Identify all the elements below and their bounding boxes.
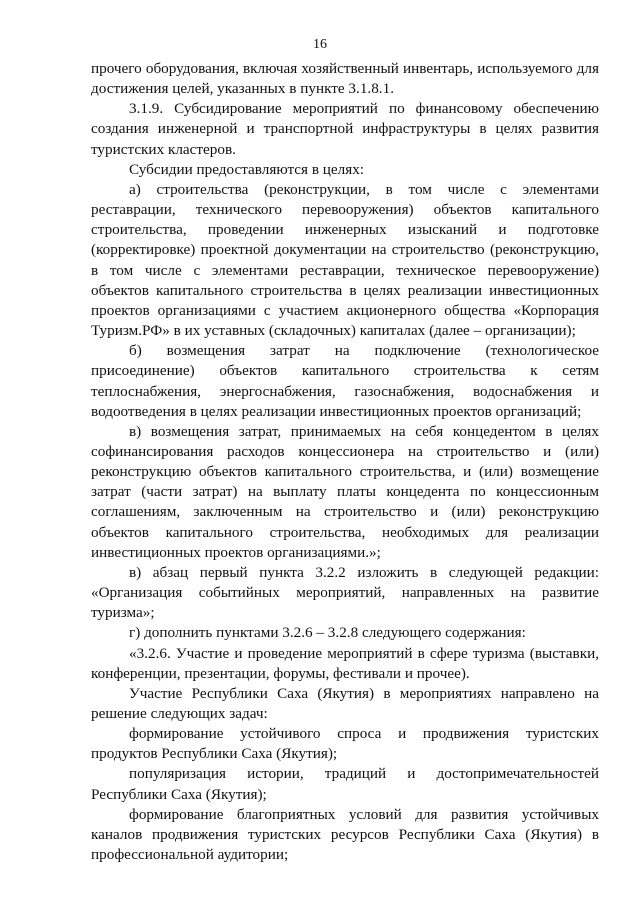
paragraph-task-popularization: популяризация истории, традиций и достопримечательностей Республики Саха (Якутия); [91,765,599,803]
paragraph-3-1-9: 3.1.9. Субсидирование мероприятий по финансовому обеспечению создания инженерной и транспортной инфраструктуры в целях развития туристских кластеров. [91,100,599,158]
paragraph-subsidy-purposes: Субсидии предоставляются в целях: [129,160,365,178]
document-body [91,59,599,865]
paragraph-task-demand: формирование устойчивого спроса и продвижения туристских продуктов Республики Саха (Якутия); [91,725,599,763]
paragraph-task-channels: формирование благоприятных условий для развития устойчивых каналов продвижения туристских ресурсов Республики Саха (Якутия) в профессиональной аудитории; [91,805,599,864]
paragraph-item-v-compensation: в) возмещения затрат, принимаемых на себя концедентом в целях софинансирования расходов концессионера на строительство и (или) реконструкцию объектов капитального строительства, и (или) возмещение затрат (части затрат) на выплату платы концедента по концессионным соглашениям, заключенным на строительство и (или) реконструкцию объектов капитального строительства, необходимых для реализации инвестиционных проектов организациями.»; [91,422,599,561]
paragraph-item-b: б) возмещения затрат на подключение (технологическое присоединение) объектов капитального строительства к сетям теплоснабжения, энергоснабжения, газоснабжения, водоснабжения и водоотведения в целях реализации инвестиционных проектов организаций; [91,342,599,420]
paragraph-tasks-intro: Участие Республики Саха (Якутия) в мероприятиях направлено на решение следующих задач: [91,684,599,722]
paragraph-item-a: а) строительства (реконструкции, в том числе с элементами реставрации, технического перевооружения) объектов капитального строительства, проведении инженерных изысканий и подготовке (корректировке) проектной документации на строительство (реконструкцию, в том числе с элементами реставрации, техническое перевооружение) объектов капитального строительства в целях реализации инвестиционных проектов организациями с участием акционерного общества «Корпорация Туризм.РФ» в их уставных (складочных) капиталах (далее – организации); [91,180,599,340]
page-number: 16 [313,37,327,52]
paragraph-item-v-amendment: в) абзац первый пункта 3.2.2 изложить в следующей редакции: «Организация событийных мероприятий, направленных на развитие туризма»; [91,563,599,622]
paragraph-item-g: г) дополнить пунктами 3.2.6 – 3.2.8 следующего содержания: [129,624,526,642]
paragraph-continuation: прочего оборудования, включая хозяйственный инвентарь, используемого для достижения целей, указанных в пункте 3.1.8.1. [91,60,599,98]
paragraph-3-2-6: «3.2.6. Участие и проведение мероприятий в сфере туризма (выставки, конференции, презентации, форумы, фестивали и прочее). [91,644,599,682]
